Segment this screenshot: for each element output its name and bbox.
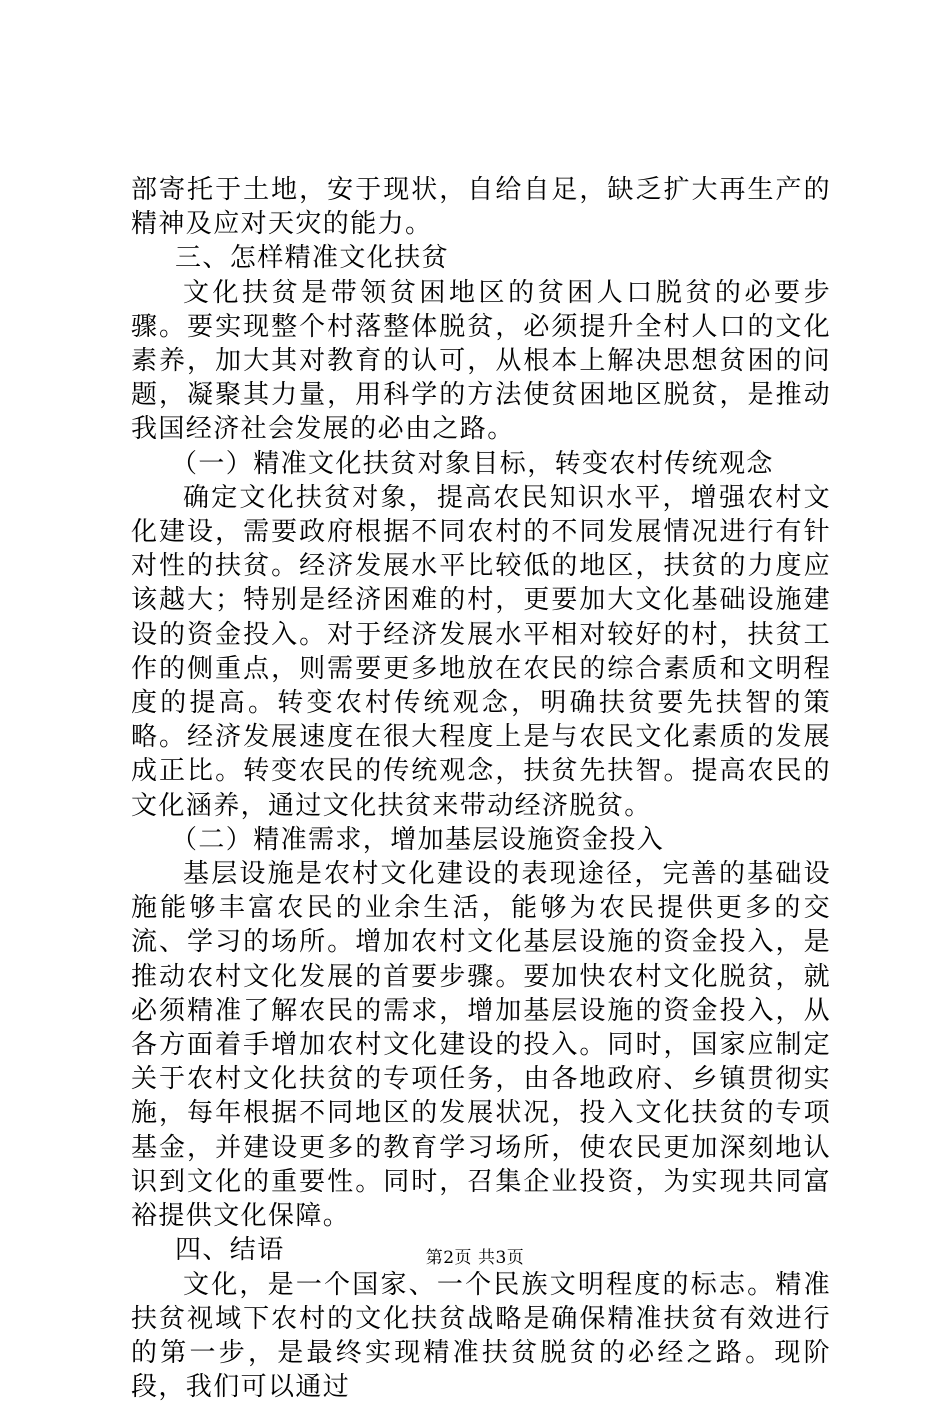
paragraph: 基层设施是农村文化建设的表现途径，完善的基础设施能够丰富农民的业余生活，能够为农民提供更多的交流、学习的场所。增加农村文化基层设施的资金投入，是推动农村文化发展的首要步骤。要加快农村文化脱贫，就必须精准了解农民的需求，增加基层设施的资金投入，从各方面着手增加农村文化建设的投入。同时，国家应制定关于农村文化扶贫的专项任务，由各地政府、乡镇贯彻实施，每年根据不同地区的发展状况，投入文化扶贫的专项基金，并建设更多的教育学习场所，使农民更加深刻地认识到文化的重要性。同时，召集企业投资，为实现共同富裕提供文化保障。 [131, 857, 831, 1233]
section-heading-3: 三、怎样精准文化扶贫 [131, 241, 831, 275]
paragraph: 确定文化扶贫对象，提高农民知识水平，增强农村文化建设，需要政府根据不同农村的不同发展情况进行有针对性的扶贫。经济发展水平比较低的地区，扶贫的力度应该越大；特别是经济困难的村，更要加大文化基础设施建设的资金投入。对于经济发展水平相对较好的村，扶贫工作的侧重点，则需要更多地放在农民的综合素质和文明程度的提高。转变农村传统观念，明确扶贫要先扶智的策略。经济发展速度在很大程度上是与农民文化素质的发展成正比。转变农民的传统观念，扶贫先扶智。提高农民的文化涵养，通过文化扶贫来带动经济脱贫。 [131, 481, 831, 823]
paragraph: 文化，是一个国家、一个民族文明程度的标志。精准扶贫视域下农村的文化扶贫战略是确保精准扶贫有效进行的第一步，是最终实现精准扶贫脱贫的必经之路。现阶段，我们可以通过 [131, 1268, 831, 1404]
paragraph-continuation: 部寄托于土地，安于现状，自给自足，缺乏扩大再生产的精神及应对天灾的能力。 [131, 173, 831, 241]
paragraph: 文化扶贫是带领贫困地区的贫困人口脱贫的必要步骤。要实现整个村落整体脱贫，必须提升全村人口的文化素养，加大其对教育的认可，从根本上解决思想贫困的问题，凝聚其力量，用科学的方法使贫困地区脱贫，是推动我国经济社会发展的必由之路。 [131, 276, 831, 447]
page-number-footer: 第2页 共3页 [0, 1243, 950, 1268]
document-body [131, 173, 831, 1404]
subsection-heading-1: （一）精准文化扶贫对象目标，转变农村传统观念 [131, 447, 831, 481]
section-heading-4: 四、结语 [131, 1233, 831, 1267]
subsection-heading-2: （二）精准需求，增加基层设施资金投入 [131, 823, 831, 857]
